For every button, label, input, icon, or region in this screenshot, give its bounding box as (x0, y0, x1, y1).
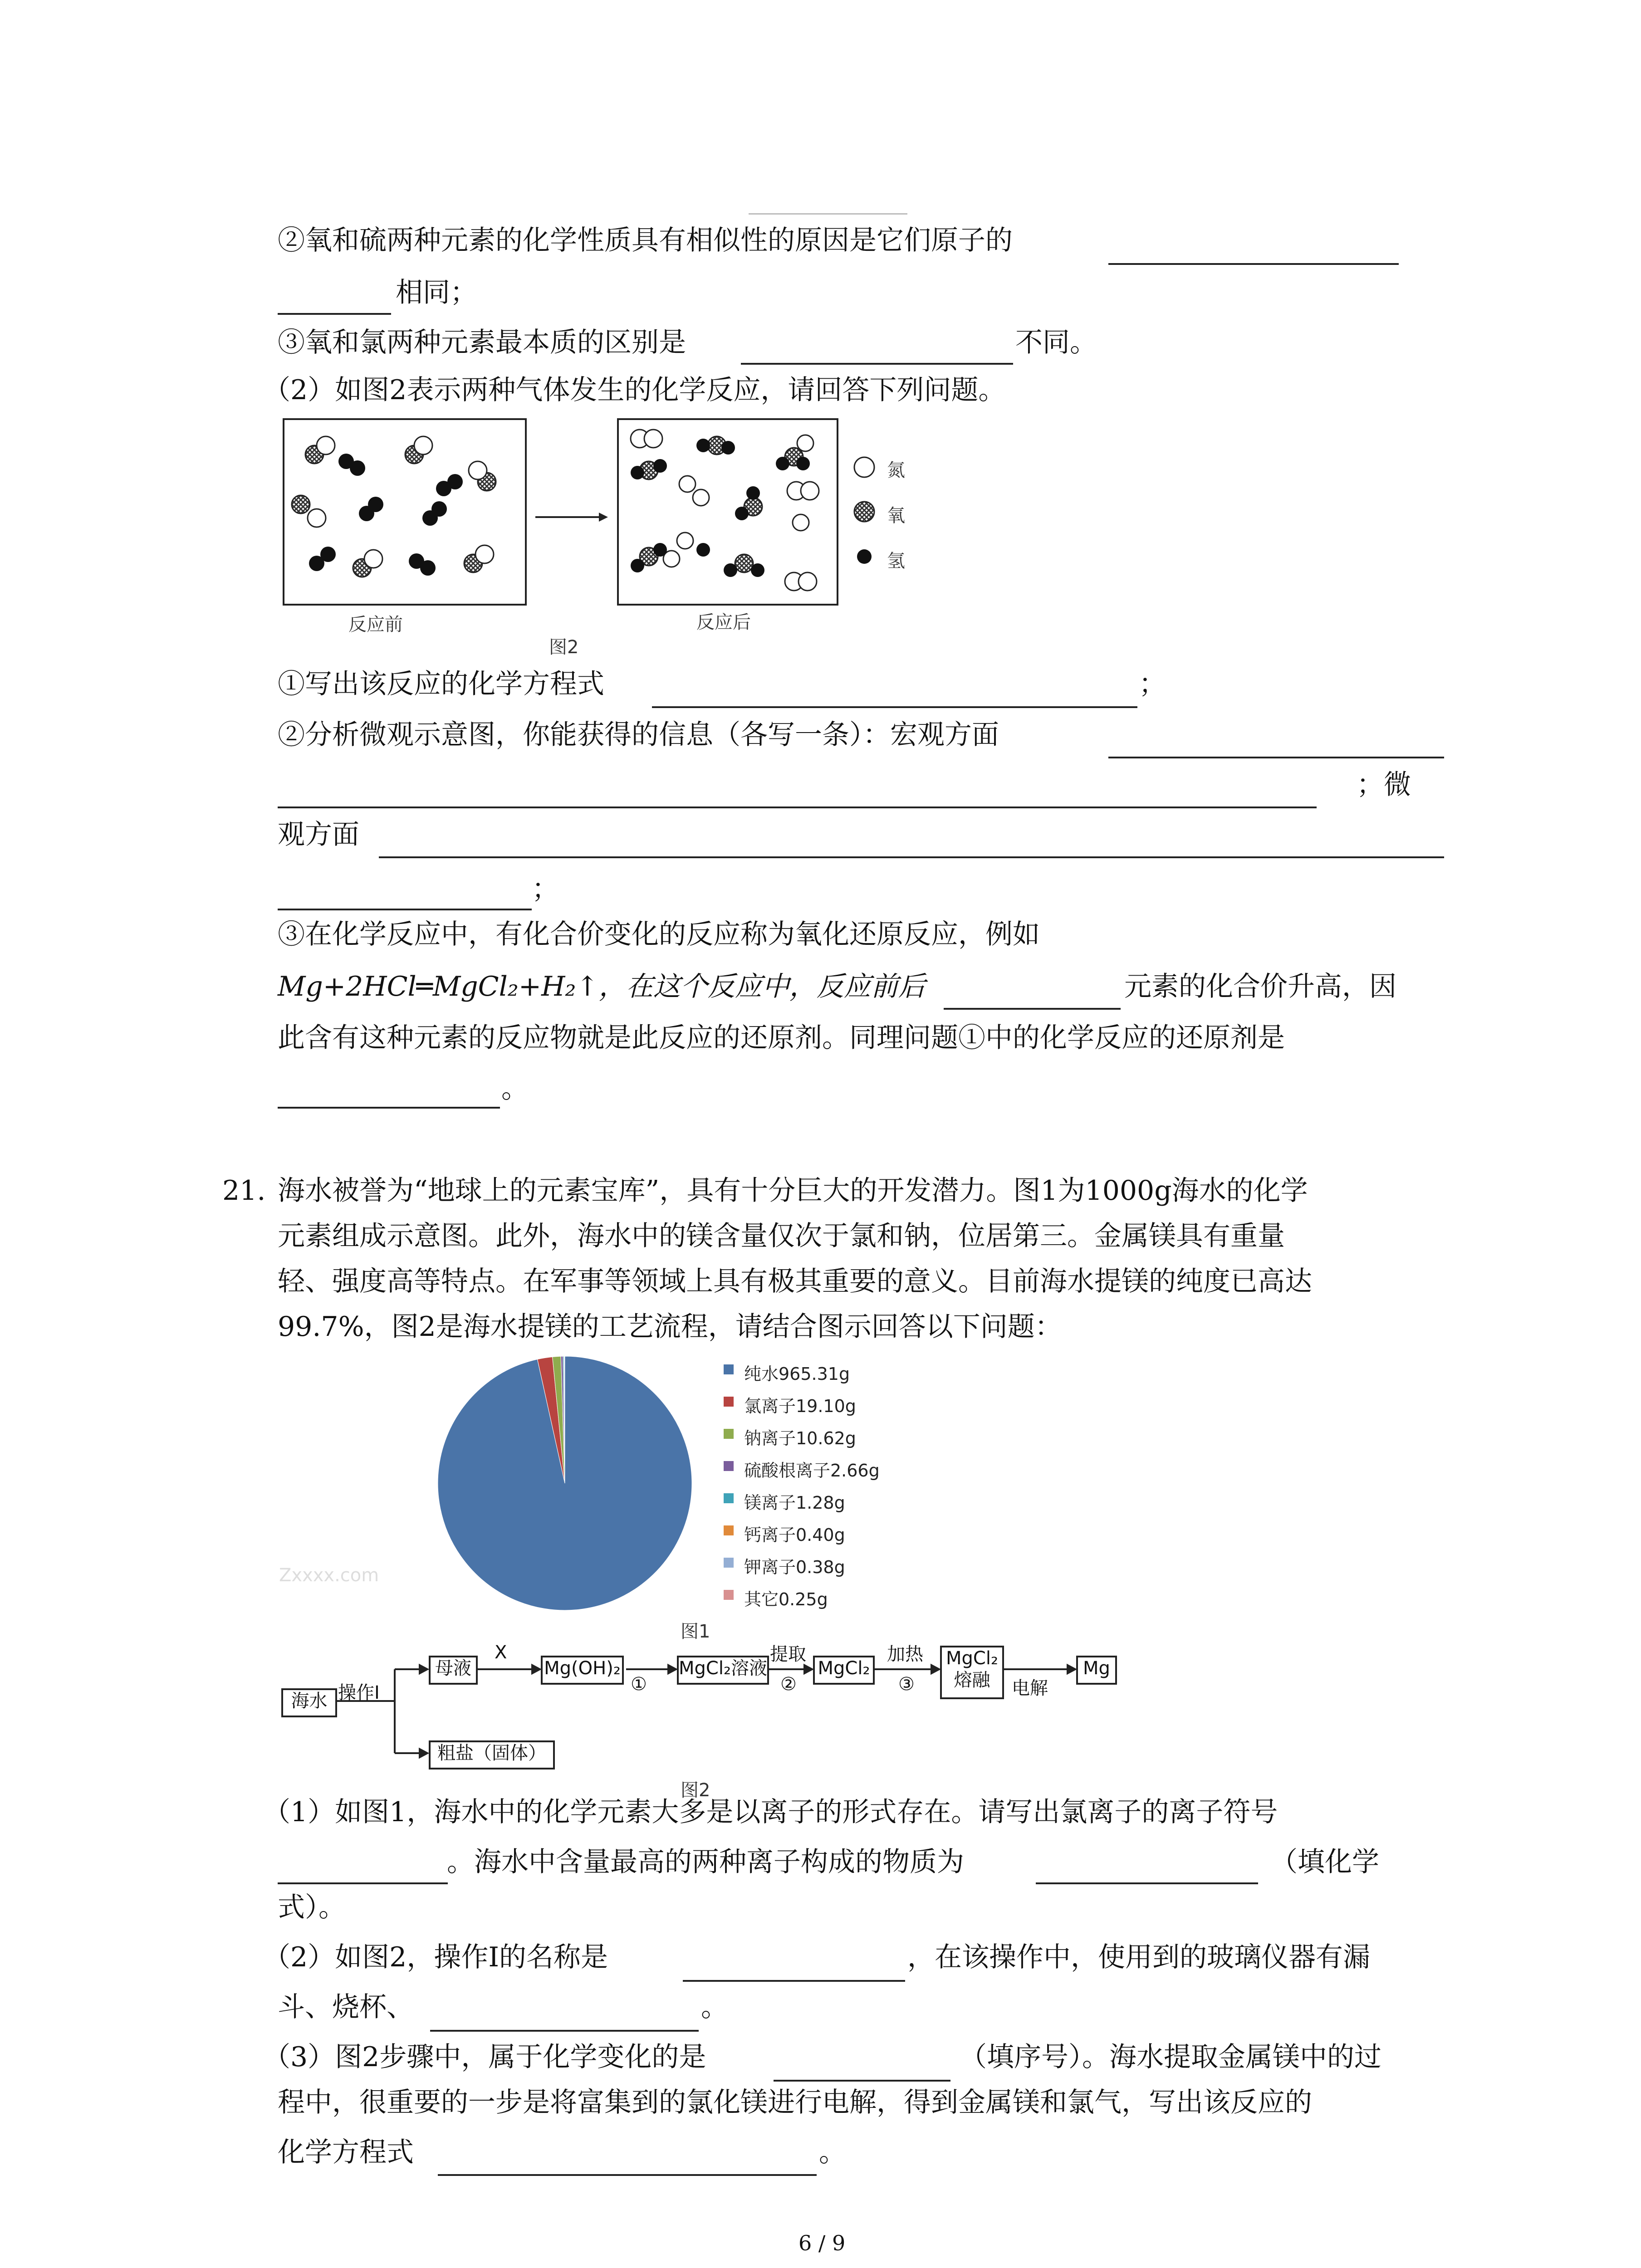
legend-label-1: 氯离子19.10g (744, 1396, 856, 1416)
legend-label-5: 钙离子0.40g (744, 1525, 845, 1545)
q21-blank-5[interactable] (774, 2080, 950, 2082)
molecules-after (617, 418, 835, 602)
q21-p3-end: 。 (819, 2136, 846, 2168)
q20-sub3-line1: ③在化学反应中，有化合价变化的反应称为氧化还原反应，例如 (278, 919, 1040, 950)
q20-part2: （2）如图2表示两种气体发生的化学反应，请回答下列问题。 (263, 374, 1006, 406)
legend-label-6: 钾离子0.38g (744, 1557, 845, 1577)
pie-watermark: Zxxxx.com (279, 1565, 379, 1586)
q20-sub3-end: 。 (501, 1073, 529, 1105)
q20-blank-7[interactable] (278, 1107, 500, 1109)
legend-swatch-5 (724, 1525, 734, 1535)
figure2-flow-caption: 图2 (681, 1780, 710, 1801)
q20-sub1: ①写出该反应的化学方程式 (278, 668, 604, 700)
q21-p2-line2: 斗、烧杯、 (278, 1991, 414, 2023)
flow-crude-salt: 粗盐（固体） (429, 1740, 555, 1769)
legend-hydrogen: 氢 (887, 551, 905, 572)
reaction-arrow (533, 508, 610, 526)
legend-swatch-0 (724, 1364, 734, 1374)
flow-molten-mgcl2 (940, 1646, 1004, 1699)
q21-blank-4[interactable] (430, 2030, 699, 2032)
legend-label-7: 其它0.25g (744, 1589, 828, 1609)
q20-sub2-end: ； (532, 873, 559, 905)
q21-p3-line2: 程中，很重要的一步是将富集到的氯化镁进行电解，得到金属镁和氯气，写出该反应的 (278, 2087, 1312, 2118)
flow-mgoh2: Mg(OH)₂ (541, 1656, 624, 1685)
q21-p2-line1-end: ，在该操作中，使用到的玻璃仪器有漏 (907, 1941, 1370, 1973)
q20-sub1-end: ； (1139, 668, 1166, 700)
q21-p3-line3: 化学方程式 (278, 2136, 414, 2168)
q20-blank-1b[interactable] (278, 313, 391, 315)
flow-mgcl2-solution: MgCl₂溶液 (677, 1656, 769, 1685)
flow-seawater: 海水 (281, 1688, 337, 1717)
flow-step1: ① (631, 1674, 647, 1695)
q20-blank-2[interactable] (741, 363, 1013, 365)
flow-mg: Mg (1076, 1656, 1117, 1685)
q21-blank-6[interactable] (438, 2174, 817, 2176)
legend-swatch-6 (724, 1558, 734, 1568)
q21-line4: 99.7%，图2是海水提镁的工艺流程，请结合图示回答以下问题： (278, 1311, 1062, 1343)
q20-sub3-line3: 此含有这种元素的反应物就是此反应的还原剂。同理问题①中的化学反应的还原剂是 (278, 1022, 1285, 1054)
flow-op1: 操作Ⅰ (338, 1682, 380, 1703)
q20-blank-4a[interactable] (1108, 757, 1444, 758)
figure2-caption: 图2 (549, 637, 579, 658)
q21-p1-line2: 。海水中含量最高的两种离子构成的物质为 (447, 1846, 964, 1878)
figure1-caption: 图1 (681, 1621, 710, 1642)
legend-swatch-1 (724, 1397, 734, 1407)
legend-label-2: 钠离子10.62g (744, 1428, 856, 1448)
q21-number: 21. (222, 1175, 266, 1207)
reaction-legend-markers (853, 454, 880, 572)
flow-step3: ③ (898, 1674, 915, 1695)
q21-line1: 海水被誉为“地球上的元素宝库”，具有十分巨大的开发潜力。图1为1000g海水的化学 (278, 1175, 1308, 1207)
legend-oxygen: 氧 (887, 505, 905, 526)
q21-line2: 元素组成示意图。此外，海水中的镁含量仅次于氯和钠，位居第三。金属镁具有重量 (278, 1220, 1285, 1252)
q20-blank-4b[interactable] (278, 807, 1317, 808)
legend-nitrogen: 氮 (887, 460, 905, 481)
q20-blank-5a[interactable] (379, 856, 1444, 858)
legend-label-4: 镁离子1.28g (744, 1493, 845, 1513)
q20-item3-end: 不同。 (1015, 327, 1097, 358)
q20-item2-line2: 相同； (396, 277, 477, 308)
molecules-before (283, 418, 523, 602)
flow-molten-line1: MgCl₂ (946, 1648, 998, 1669)
q20-item3: ③氧和氯两种元素最本质的区别是 (278, 327, 686, 358)
q20-sub3-equation: Mg+2HCl═MgCl₂+H₂↑，在这个反应中，反应前后 (278, 971, 926, 1002)
q21-p2-line1: （2）如图2，操作Ⅰ的名称是 (263, 1941, 608, 1973)
q21-blank-1[interactable] (278, 1882, 448, 1884)
before-label: 反应前 (348, 614, 403, 635)
q20-sub2: ②分析微观示意图，你能获得的信息（各写一条）：宏观方面 (278, 719, 999, 751)
q20-sub2-mid: ；微 (1357, 769, 1411, 801)
flow-molten-line2: 熔融 (954, 1670, 990, 1691)
q21-p2-line2-end: 。 (701, 1991, 728, 2023)
seawater-composition-pie (433, 1352, 696, 1615)
q21-p1-line1: （1）如图1，海水中的化学元素大多是以离子的形式存在。请写出氯离子的离子符号 (263, 1796, 1278, 1828)
q20-blank-1a[interactable] (1108, 263, 1399, 265)
q21-p3-line1-end: （填序号）。海水提取金属镁中的过 (960, 2041, 1381, 2073)
legend-label-0: 纯水965.31g (744, 1364, 850, 1384)
q20-blank-6[interactable] (944, 1008, 1121, 1010)
legend-swatch-4 (724, 1493, 734, 1503)
page-number: 6 / 9 (798, 2231, 846, 2255)
header-rule (749, 213, 907, 215)
flow-extract: 提取 (770, 1644, 806, 1665)
q21-blank-2[interactable] (1036, 1882, 1258, 1884)
legend-swatch-3 (724, 1461, 734, 1471)
legend-swatch-2 (724, 1429, 734, 1439)
q20-sub2-line3: 观方面 (278, 819, 359, 850)
q21-p1-line3: 式）。 (278, 1892, 346, 1923)
flow-heat: 加热 (887, 1644, 923, 1665)
q20-blank-3[interactable] (652, 706, 1137, 708)
flow-mother-liquor: 母液 (429, 1656, 478, 1685)
flow-mgcl2: MgCl₂ (813, 1656, 875, 1685)
q21-p3-line1: （3）图2步骤中，属于化学变化的是 (263, 2041, 706, 2073)
legend-swatch-7 (724, 1590, 734, 1600)
q21-p1-line2-end: （填化学 (1270, 1846, 1379, 1878)
q21-line3: 轻、强度高等特点。在军事等领域上具有极其重要的意义。目前海水提镁的纯度已高达 (278, 1266, 1312, 1297)
q20-blank-5b[interactable] (278, 909, 532, 910)
flow-electrolysis: 电解 (1012, 1678, 1048, 1699)
q21-blank-3[interactable] (683, 1980, 905, 1982)
q20-sub3-line2-end: 元素的化合价升高，因 (1124, 971, 1396, 1002)
flow-x: X (495, 1642, 507, 1663)
flow-step2: ② (780, 1674, 797, 1695)
q20-item2-line1: ②氧和硫两种元素的化学性质具有相似性的原因是它们原子的 (278, 225, 1013, 256)
after-label: 反应后 (696, 612, 751, 633)
legend-label-3: 硫酸根离子2.66g (744, 1461, 880, 1481)
